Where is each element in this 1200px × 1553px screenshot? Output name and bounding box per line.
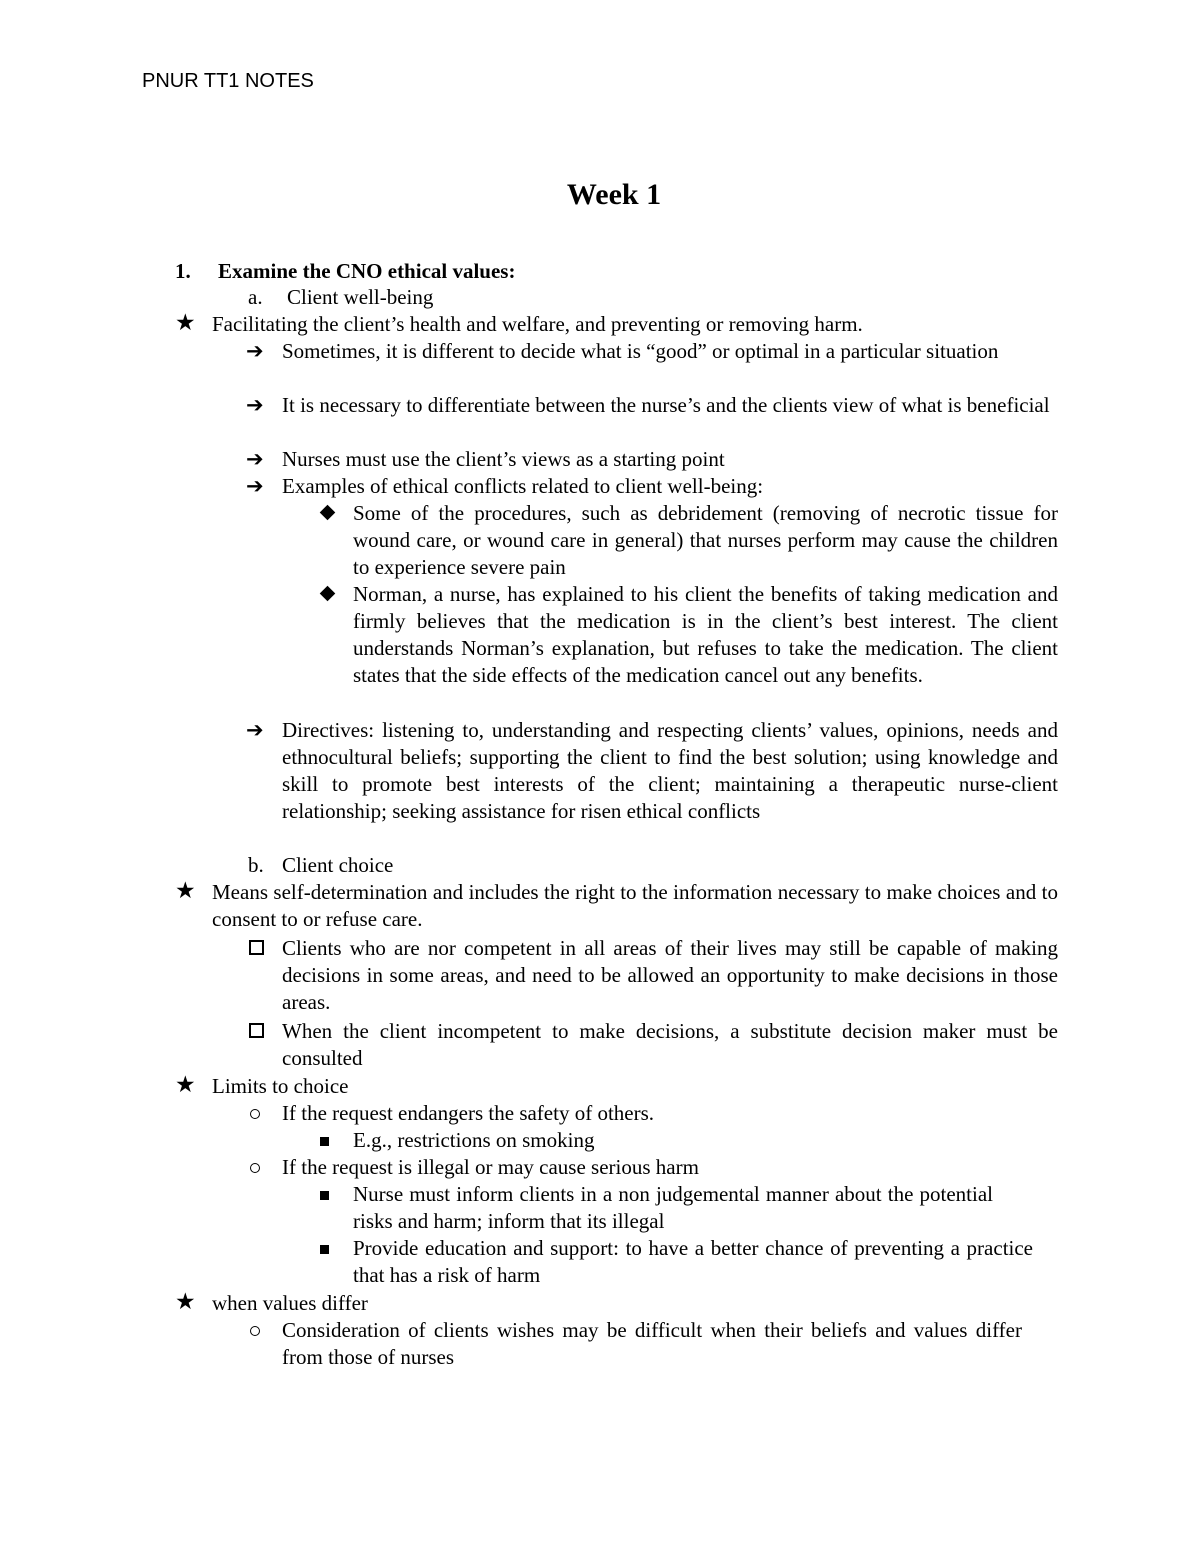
arrow-bullet-icon: ➔ [246, 447, 264, 471]
arrow-item-text: It is necessary to differentiate between the nurse’s and the clients view of what is beneficial [282, 393, 1050, 417]
subsection-label: b. [248, 853, 264, 877]
page-header: PNUR TT1 NOTES [142, 70, 314, 92]
star-bullet-icon: ★ [175, 1289, 196, 1315]
circle-item-text: If the request endangers the safety of others. [282, 1101, 655, 1125]
box-item-text: Clients who are nor competent in all areas of their lives may still be capable of making decisions in some areas, and need to be allowed an opportunity to make decisions in those areas. [282, 936, 1058, 1015]
section-number: 1. [175, 259, 191, 283]
box-item-text: When the client incompetent to make decisions, a substitute decision maker must be consulted [282, 1019, 1058, 1071]
diamond-bullet-icon [320, 505, 336, 521]
star-bullet-icon: ★ [175, 310, 196, 336]
arrow-item-text: Examples of ethical conflicts related to client well-being: [282, 474, 764, 498]
page-title: Week 1 [566, 178, 662, 211]
subsection-label: a. [248, 285, 263, 309]
example-item-text: Some of the procedures, such as debridement (removing of necrotic tissue for wound care, or wound care in general) that nurses perform may cause the children to experience severe pain [353, 501, 1058, 580]
star-bullet-icon: ★ [175, 1072, 196, 1098]
arrow-bullet-icon: ➔ [246, 339, 264, 363]
arrow-item-text: Nurses must use the client’s views as a starting point [282, 447, 725, 471]
directives-text: Directives: listening to, understanding and respecting clients’ values, opinions, needs and ethnocultural beliefs; supporting the client to find the best solution; using knowledge and skill to promote best interests of the client; maintaining a therapeutic nurse-client relationship; seeking assistance for risen ethical conflicts [282, 718, 1058, 824]
circle-bullet-icon [250, 1326, 260, 1336]
star-bullet-icon: ★ [175, 878, 196, 904]
square-bullet-icon [320, 1191, 329, 1200]
square-bullet-icon [320, 1137, 329, 1146]
circle-bullet-icon [250, 1109, 260, 1119]
arrow-bullet-icon: ➔ [246, 718, 264, 742]
star-item-text: when values differ [212, 1291, 368, 1315]
circle-bullet-icon [250, 1163, 260, 1173]
arrow-item-text: Sometimes, it is different to decide what is “good” or optimal in a particular situation [282, 339, 999, 363]
checkbox-bullet-icon [249, 1023, 264, 1038]
star-item-text: Facilitating the client’s health and welfare, and preventing or removing harm. [212, 312, 863, 336]
example-item-text: Norman, a nurse, has explained to his client the benefits of taking medication and firmly believes that the medication is in the client’s best interest. The client understands Norman’s explanation, but refuses to take the medication. The client states that the side effects of the medication cancel out any benefits. [353, 582, 1058, 688]
square-bullet-icon [320, 1245, 329, 1254]
subsection-title: Client choice [282, 853, 394, 877]
checkbox-bullet-icon [249, 940, 264, 955]
square-item-text: Provide education and support: to have a better chance of preventing a practice that has a risk of harm [353, 1236, 1033, 1288]
square-item-text: Nurse must inform clients in a non judgemental manner about the potential risks and harm; inform that its illegal [353, 1182, 993, 1234]
circle-item-text: Consideration of clients wishes may be difficult when their beliefs and values differ from those of nurses [282, 1318, 1022, 1370]
section-heading: Examine the CNO ethical values: [218, 259, 516, 283]
diamond-bullet-icon [320, 586, 336, 602]
star-item-text: Means self-determination and includes the right to the information necessary to make choices and to consent to or refuse care. [212, 880, 1058, 932]
star-item-text: Limits to choice [212, 1074, 349, 1098]
square-item-text: E.g., restrictions on smoking [353, 1128, 595, 1152]
arrow-bullet-icon: ➔ [246, 474, 264, 498]
arrow-bullet-icon: ➔ [246, 393, 264, 417]
circle-item-text: If the request is illegal or may cause serious harm [282, 1155, 699, 1179]
subsection-title: Client well-being [287, 285, 434, 309]
